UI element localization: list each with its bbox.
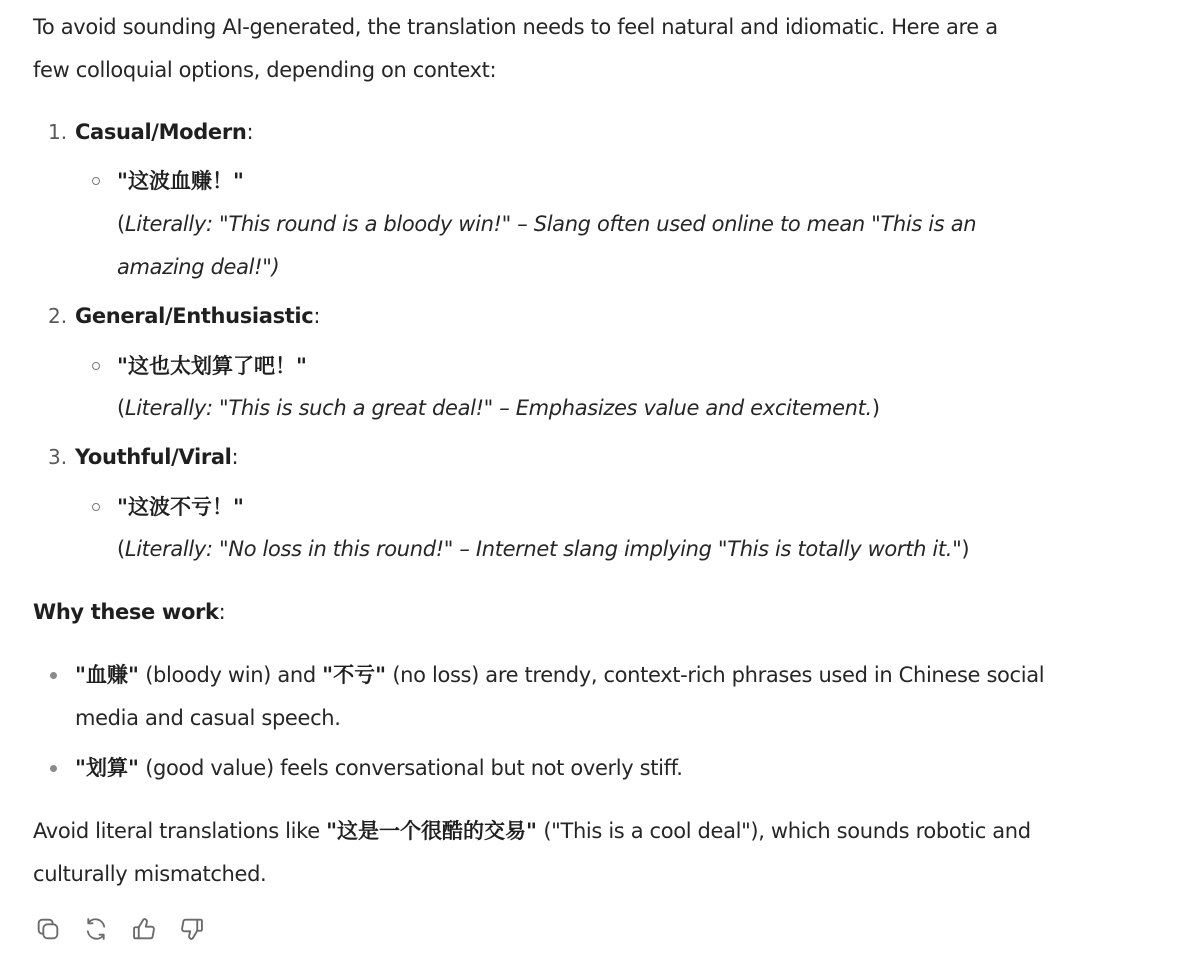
phrase-text: "这也太划算了吧！"	[117, 354, 307, 378]
bullet-dot-icon	[50, 765, 57, 772]
option-heading	[75, 442, 238, 472]
why-heading	[33, 597, 225, 627]
why-bullet-1-line-1	[75, 660, 1044, 690]
bullet-text: (good value) feels conversational but not overly stiff.	[138, 756, 683, 780]
circle-bullet-icon	[92, 177, 100, 185]
regenerate-icon	[82, 915, 110, 943]
list-number: 2.	[48, 304, 68, 328]
closing-post: ("This is a cool deal"), which sounds robotic and	[537, 819, 1031, 843]
option-note	[117, 393, 880, 423]
option-note-line-2	[117, 252, 279, 282]
why-heading-text: Why these work	[33, 600, 219, 624]
note-text: Literally: "This round is a bloody win!" – Slang often used online to mean "This is an	[124, 212, 977, 236]
message-actions	[33, 914, 207, 944]
closing-term: "这是一个很酷的交易"	[326, 819, 537, 843]
term: "不亏"	[322, 663, 387, 687]
thumbs-up-icon	[130, 915, 158, 943]
option-label: General/Enthusiastic	[75, 304, 314, 328]
note-text: Literally: "No loss in this round!" – Internet slang implying "This is totally worth it."	[124, 537, 962, 561]
option-heading	[75, 301, 320, 331]
note-lead: (	[117, 537, 125, 561]
thumbs-up-button[interactable]	[129, 914, 159, 944]
circle-bullet-icon	[92, 362, 100, 370]
option-heading	[75, 117, 253, 147]
intro-line-2: few colloquial options, depending on context:	[33, 58, 497, 82]
thumbs-down-button[interactable]	[177, 914, 207, 944]
option-note	[117, 534, 969, 564]
closing-line-2: culturally mismatched.	[33, 862, 267, 886]
phrase-text: "这波不亏！"	[117, 495, 244, 519]
note-tail: )	[961, 537, 970, 561]
note-tail: )	[871, 396, 880, 420]
option-colon: :	[231, 445, 239, 469]
term: "划算"	[75, 756, 139, 780]
note-lead: (	[117, 396, 125, 420]
option-note-line-1	[117, 209, 976, 239]
intro-line-1: To avoid sounding AI-generated, the translation needs to feel natural and idiomatic. Here are a	[33, 15, 998, 39]
note-text-continued: amazing deal!")	[117, 255, 280, 279]
bullet-text: (no loss) are trendy, context-rich phrases used in Chinese social	[386, 663, 1045, 687]
regenerate-button[interactable]	[81, 914, 111, 944]
thumbs-down-icon	[178, 915, 206, 943]
term: "血赚"	[75, 663, 139, 687]
why-heading-colon: :	[218, 600, 226, 624]
note-text: Literally: "This is such a great deal!" – Emphasizes value and excitement.	[124, 396, 872, 420]
option-label: Casual/Modern	[75, 120, 247, 144]
option-phrase	[117, 166, 244, 196]
list-number: 1.	[48, 120, 68, 144]
note-lead: (	[117, 212, 125, 236]
closing-pre: Avoid literal translations like	[33, 819, 327, 843]
option-phrase	[117, 351, 307, 381]
option-colon: :	[246, 120, 254, 144]
why-bullet-2	[75, 753, 683, 783]
option-phrase	[117, 492, 244, 522]
option-label: Youthful/Viral	[75, 445, 232, 469]
list-number: 3.	[48, 445, 68, 469]
copy-button[interactable]	[33, 914, 63, 944]
bullet-text: (bloody win) and	[138, 663, 323, 687]
phrase-text: "这波血赚！"	[117, 169, 244, 193]
closing-line-1	[33, 816, 1031, 846]
copy-icon	[34, 915, 62, 943]
bullet-dot-icon	[50, 672, 57, 679]
why-bullet-1-line-2: media and casual speech.	[75, 706, 341, 730]
circle-bullet-icon	[92, 503, 100, 511]
option-colon: :	[313, 304, 321, 328]
